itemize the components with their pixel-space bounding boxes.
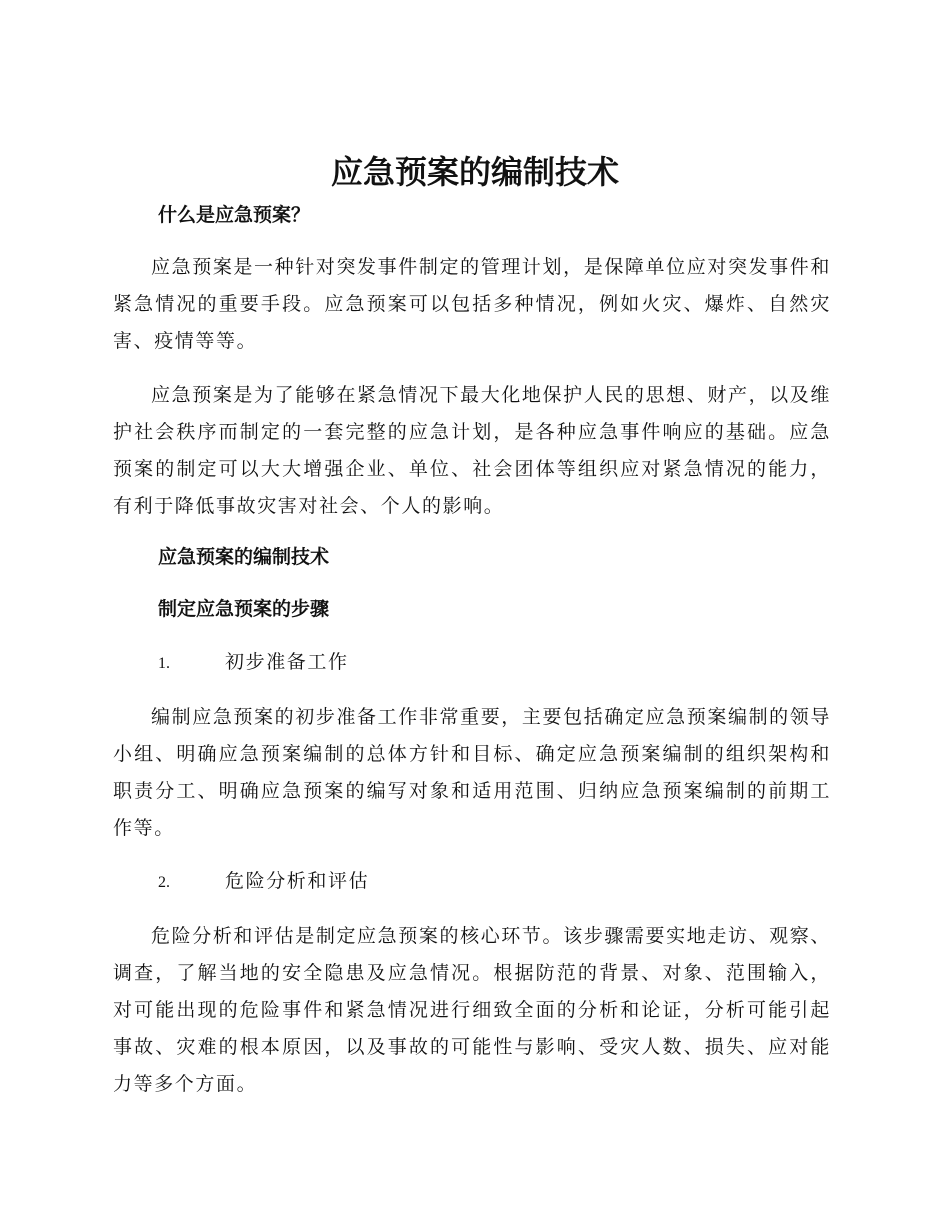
section-heading-techniques: 应急预案的编制技术	[158, 546, 330, 568]
paragraph-step-2: 危险分析和评估是制定应急预案的核心环节。该步骤需要实地走访、观察、调查，了解当地的安全隐患及应急情况。根据防范的背景、对象、范围输入，对可能出现的危险事件和紧急情况进行细致全面的分析和论证，分析可能引起事故、灾难的根本原因，以及事故的可能性与影响、受灾人数、损失、应对能力等多个方面。	[113, 925, 831, 1095]
section-heading-steps: 制定应急预案的步骤	[158, 598, 330, 620]
list-item-title: 初步准备工作	[225, 651, 349, 673]
list-item-step-2	[158, 866, 369, 898]
paragraph-purpose: 应急预案是为了能够在紧急情况下最大化地保护人民的思想、财产，以及维护社会秩序而制定的一套完整的应急计划，是各种应急事件响应的基础。应急预案的制定可以大大增强企业、单位、社会团体等组织应对紧急情况的能力，有利于降低事故灾害对社会、个人的影响。	[113, 384, 831, 517]
paragraph-definition: 应急预案是一种针对突发事件制定的管理计划，是保障单位应对突发事件和紧急情况的重要手段。应急预案可以包括多种情况，例如火灾、爆炸、自然灾害、疫情等等。	[113, 256, 831, 352]
list-number: 1.	[158, 655, 170, 672]
section-heading-what-is: 什么是应急预案？	[158, 204, 311, 226]
document-title: 应急预案的编制技术	[330, 153, 619, 191]
list-item-title: 危险分析和评估	[225, 870, 370, 892]
paragraph-step-1: 编制应急预案的初步准备工作非常重要，主要包括确定应急预案编制的领导小组、明确应急预案编制的总体方针和目标、确定应急预案编制的组织架构和职责分工、明确应急预案的编写对象和适用范围、归纳应急预案编制的前期工作等。	[113, 706, 831, 839]
list-number: 2.	[158, 874, 170, 891]
list-item-step-1	[158, 647, 349, 679]
